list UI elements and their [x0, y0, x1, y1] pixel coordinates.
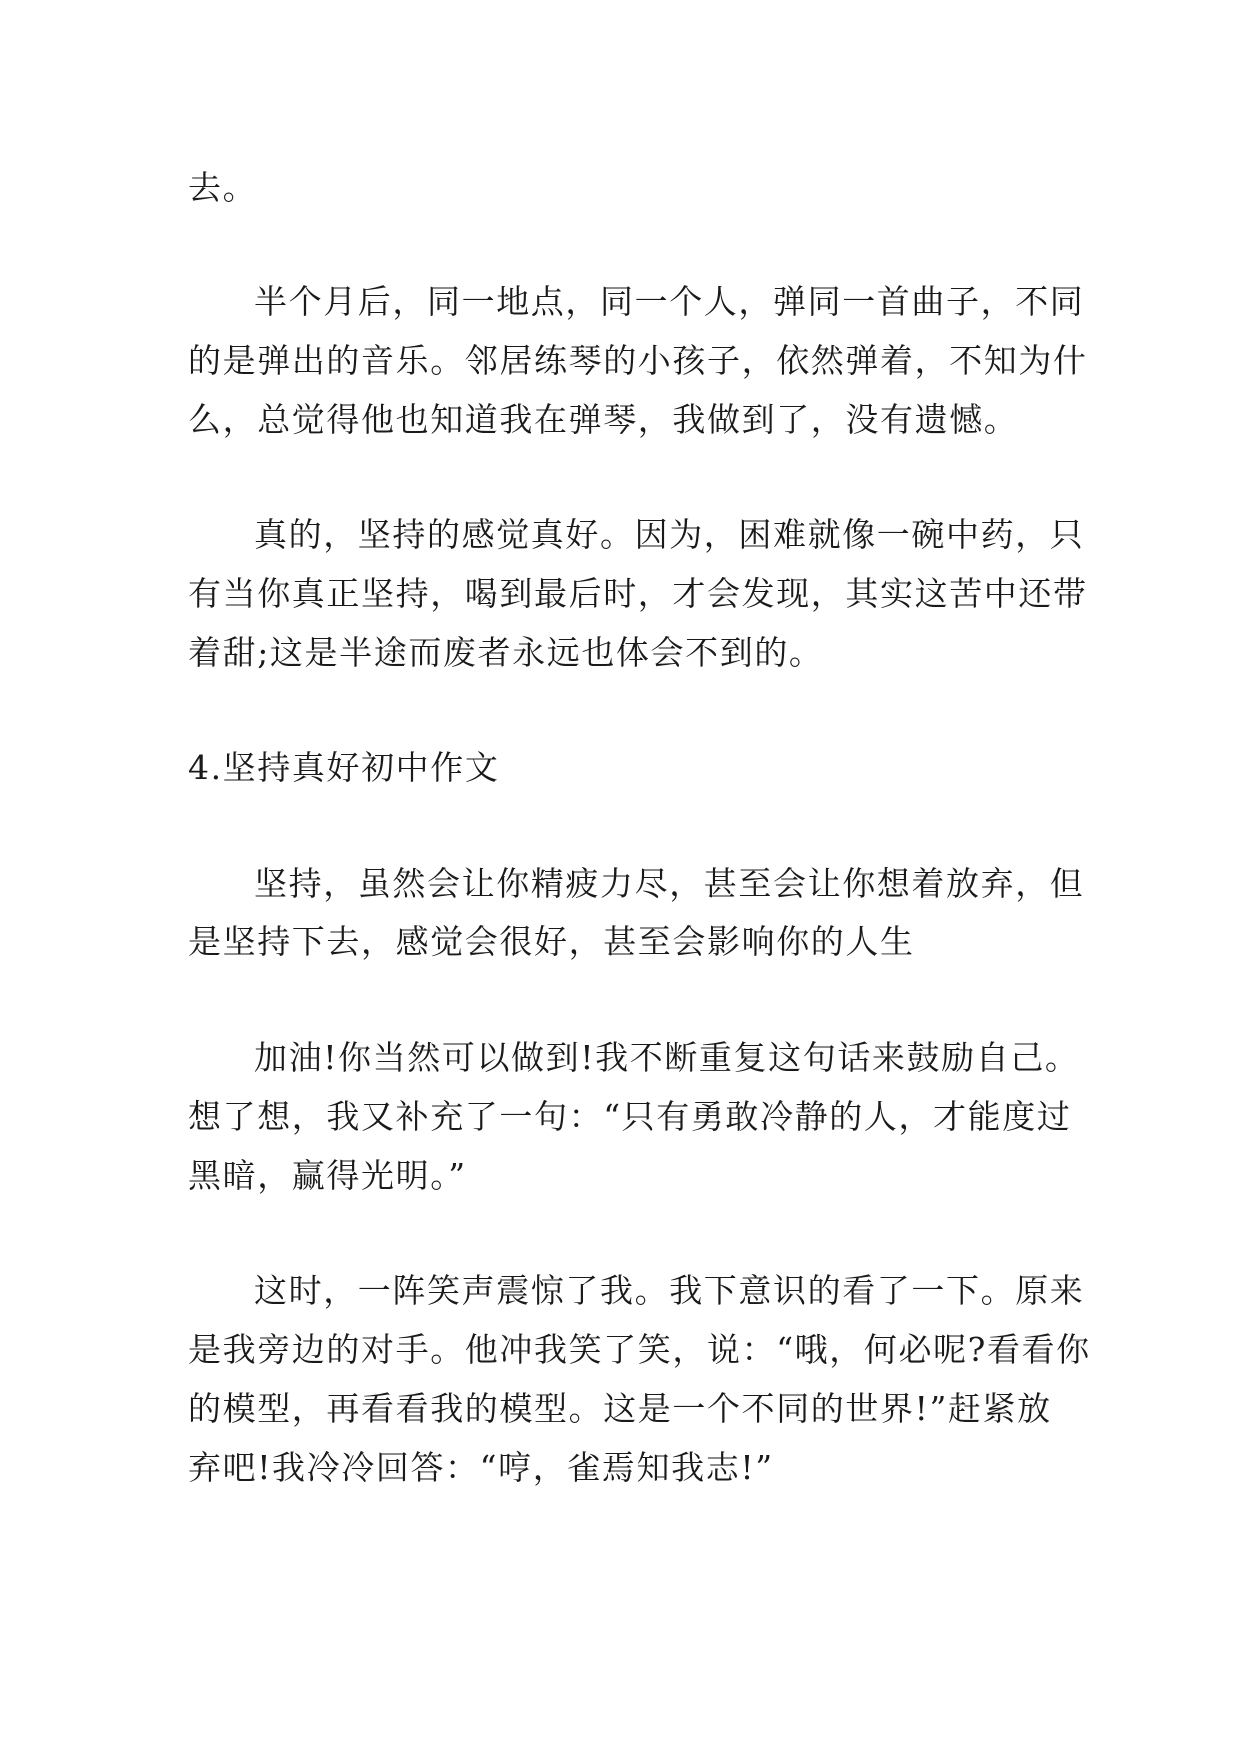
section-heading: 4.坚持真好初中作文 — [188, 748, 500, 787]
paragraph-line: 黑暗，赢得光明。” — [188, 1156, 467, 1195]
paragraph-line: 的模型，再看看我的模型。这是一个不同的世界!”赶紧放 — [188, 1389, 1052, 1428]
paragraph-line: 加油!你当然可以做到!我不断重复这句话来鼓励自己。 — [254, 1038, 1080, 1077]
paragraph-line: 着甜;这是半途而废者永远也体会不到的。 — [188, 633, 824, 672]
paragraph-line: 想了想，我又补充了一句：“只有勇敢冷静的人，才能度过 — [188, 1097, 1072, 1136]
paragraph-line: 是坚持下去，感觉会很好，甚至会影响你的人生 — [188, 922, 915, 961]
paragraph-line: 弃吧!我冷冷回答：“哼，雀焉知我志!” — [188, 1448, 774, 1487]
text-fragment-top: 去。 — [188, 168, 258, 207]
paragraph-line: 这时，一阵笑声震惊了我。我下意识的看了一下。原来 — [254, 1271, 1085, 1310]
paragraph-line: 半个月后，同一地点，同一个人，弹同一首曲子，不同 — [254, 282, 1085, 321]
paragraph-line: 真的，坚持的感觉真好。因为，困难就像一碗中药，只 — [254, 515, 1085, 554]
paragraph-line: 么，总觉得他也知道我在弹琴，我做到了，没有遗憾。 — [188, 400, 1019, 439]
paragraph-line: 有当你真正坚持，喝到最后时，才会发现，其实这苦中还带 — [188, 574, 1088, 613]
paragraph-line: 坚持，虽然会让你精疲力尽，甚至会让你想着放弃，但 — [254, 864, 1085, 903]
paragraph-line: 的是弹出的音乐。邻居练琴的小孩子，依然弹着，不知为什 — [188, 341, 1088, 380]
paragraph-line: 是我旁边的对手。他冲我笑了笑，说：“哦，何必呢?看看你 — [188, 1330, 1091, 1369]
